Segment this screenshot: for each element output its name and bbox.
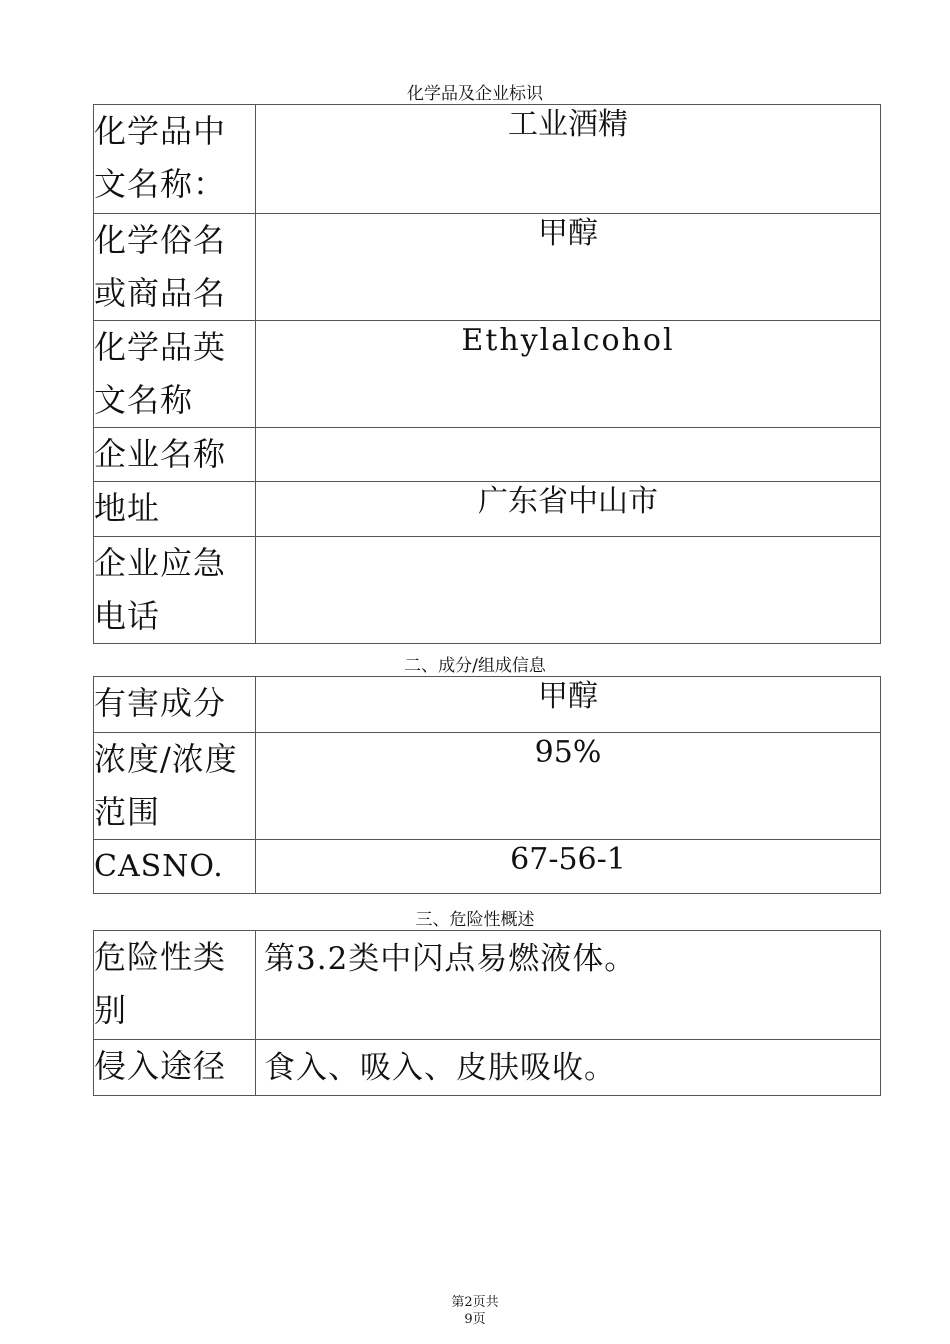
table-row: [94, 1040, 881, 1096]
hazards-table: [93, 930, 881, 1096]
table-row: [94, 840, 881, 894]
composition-table: [93, 676, 881, 894]
row-label: 侵入途径: [94, 1040, 256, 1096]
table-row: [94, 321, 881, 428]
row-label: 有害成分: [94, 677, 256, 733]
row-label: 地址: [94, 482, 256, 537]
table-row: [94, 428, 881, 482]
table-row: [94, 733, 881, 840]
row-value: 67-56-1: [256, 840, 881, 894]
table-row: [94, 931, 881, 1040]
row-label: 浓度/浓度范围: [94, 733, 256, 840]
table-row: [94, 214, 881, 321]
row-value: 广东省中山市: [256, 482, 881, 537]
row-label: 企业名称: [94, 428, 256, 482]
identification-table: [93, 104, 881, 644]
row-label: 化学品英文名称: [94, 321, 256, 428]
row-label: 化学俗名或商品名: [94, 214, 256, 321]
row-value: [256, 428, 881, 482]
section-title-hazards: 三、危险性概述: [415, 910, 535, 930]
row-value: 第3.2类中闪点易燃液体。: [256, 931, 881, 1040]
row-label: 危险性类别: [94, 931, 256, 1040]
page-number-line1: 第2页共: [451, 1295, 499, 1310]
row-value: [256, 537, 881, 644]
row-value: 工业酒精: [256, 105, 881, 214]
table-row: [94, 537, 881, 644]
section-title-identification: 化学品及企业标识: [407, 84, 543, 104]
row-value: 甲醇: [256, 677, 881, 733]
table-row: [94, 482, 881, 537]
page-number-line2: 9页: [464, 1312, 486, 1327]
row-value: Ethylalcohol: [256, 321, 881, 428]
row-value: 95%: [256, 733, 881, 840]
row-label: 化学品中文名称：: [94, 105, 256, 214]
table-row: [94, 105, 881, 214]
row-label: 企业应急电话: [94, 537, 256, 644]
row-label: CASNO.: [94, 840, 256, 894]
row-value: 甲醇: [256, 214, 881, 321]
table-row: [94, 677, 881, 733]
section-title-composition: 二、成分/组成信息: [404, 656, 546, 676]
row-value: 食入、吸入、皮肤吸收。: [256, 1040, 881, 1096]
